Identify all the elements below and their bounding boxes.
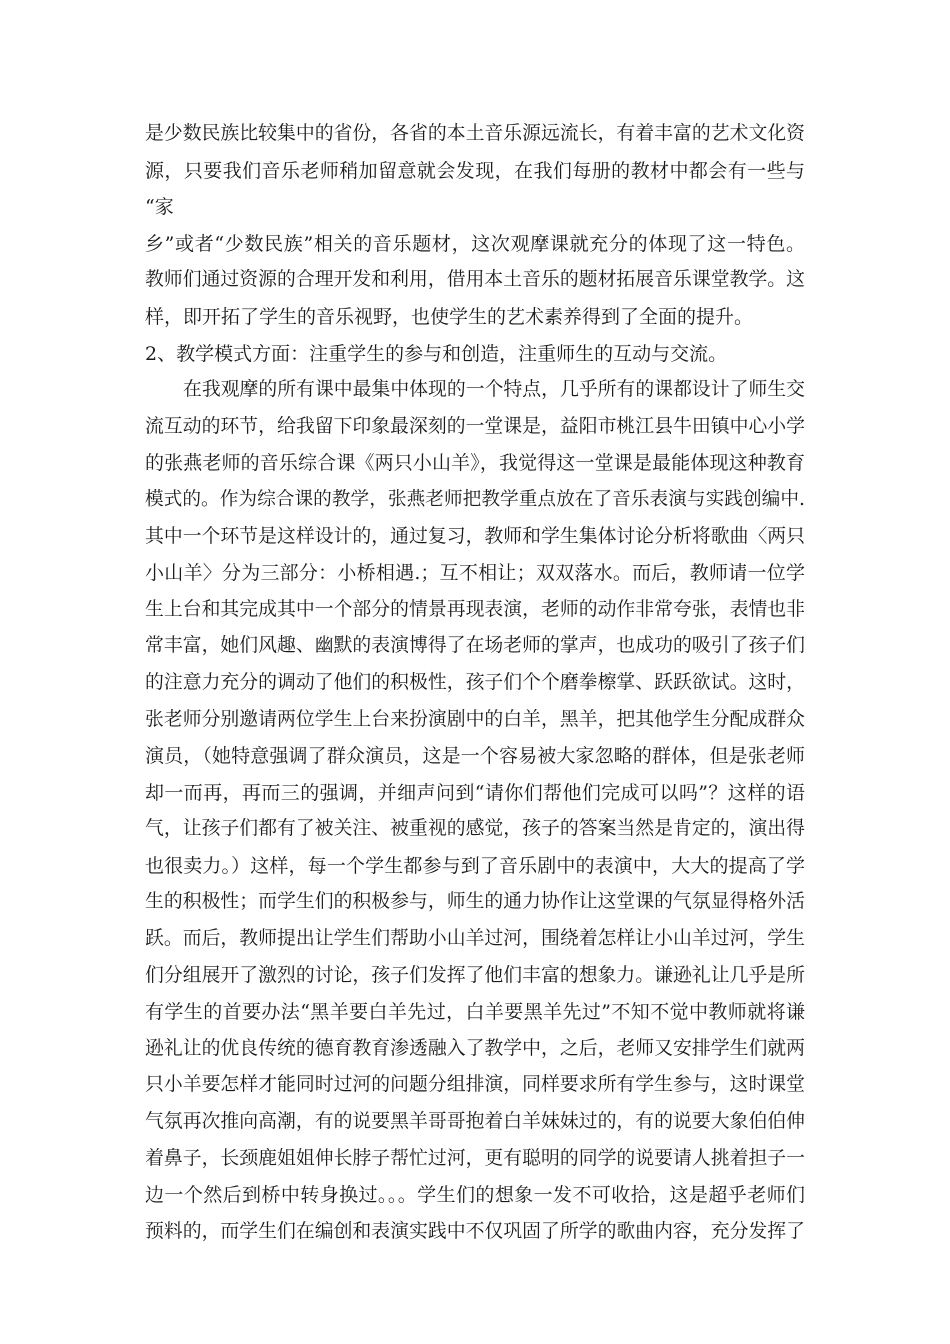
text-line: 小山羊〉分为三部分：小桥相遇.；互不相让；双双落水。而后，教师请一位学 [145, 562, 805, 585]
text-line: 的张燕老师的音乐综合课《两只小山羊》，我觉得这一堂课是最能体现这种教育 [145, 452, 805, 475]
text-line: 却一而再，再而三的强调，并细声问到“请你们帮他们完成可以吗”？这样的语 [145, 781, 805, 804]
text-line: 演员，（她特意强调了群众演员，这是一个容易被大家忽略的群体，但是张老师 [145, 745, 805, 768]
text-line: 是少数民族比较集中的省份，各省的本土音乐源远流长，有着丰富的艺术文化资 [145, 123, 805, 144]
text-line: 的注意力充分的调动了他们的积极性，孩子们个个磨拳檫掌、跃跃欲试。这时， [145, 671, 805, 693]
text-line: 们分组展开了激烈的讨论，孩子们发挥了他们丰富的想象力。谦逊礼让几乎是所 [145, 964, 805, 986]
text-line: 常丰富，她们风趣、幽默的表演博得了在场老师的掌声，也成功的吸引了孩子们 [145, 635, 805, 657]
text-line: “家 [145, 196, 174, 219]
text-line: 气，让孩子们都有了被关注、被重视的感觉，孩子的答案当然是肯定的，演出得 [145, 818, 805, 840]
text-line: 流互动的环节，给我留下印象最深刻的一堂课是，益阳市桃江县牛田镇中心小学 [145, 415, 805, 437]
text-line: 模式的。作为综合课的教学，张燕老师把教学重点放在了音乐表演与实践创编中. [145, 488, 805, 510]
text-line: 其中一个环节是这样设计的，通过复习，教师和学生集体讨论分析将歌曲〈两只 [145, 525, 805, 547]
text-line: 预料的，而学生们在编创和表演实践中不仅巩固了所学的歌曲内容，充分发挥了 [145, 1220, 805, 1242]
text-line: 只小羊要怎样才能同时过河的问题分组排演，同样要求所有学生参与，这时课堂 [145, 1074, 805, 1096]
text-line: 教师们通过资源的合理开发和利用，借用本土音乐的题材拓展音乐课堂教学。这 [145, 269, 805, 291]
text-line: 逊礼让的优良传统的德育教育渗透融入了教学中，之后，老师又安排学生们就两 [145, 1037, 805, 1059]
text-line: 生上台和其完成其中一个部分的情景再现表演，老师的动作非常夸张，表情也非 [145, 598, 805, 620]
text-line: 着鼻子，长颈鹿姐姐伸长脖子帮忙过河，更有聪明的同学的说要请人挑着担子一 [145, 1147, 805, 1169]
text-line: 有学生的首要办法“黑羊要白羊先过，白羊要黑羊先过”不知不觉中教师就将谦 [145, 1001, 805, 1024]
text-line: 也很卖力。）这样，每一个学生都参与到了音乐剧中的表演中，大大的提高了学 [145, 854, 805, 877]
text-line: 跃。而后，教师提出让学生们帮助小山羊过河，围绕着怎样让小山羊过河，学生 [145, 928, 805, 950]
text-line: 生的积极性；而学生们的积极参与，师生的通力协作让这堂课的气氛显得格外活 [145, 891, 805, 913]
text-line: 源，只要我们音乐老师稍加留意就会发现，在我们每册的教材中都会有一些与 [145, 159, 805, 182]
text-line: 2、教学模式方面：注重学生的参与和创造，注重师生的互动与交流。 [145, 342, 728, 365]
body-text [145, 116, 805, 1250]
text-line: 乡”或者“少数民族”相关的音乐题材，这次观摩课就充分的体现了这一特色。 [145, 232, 805, 255]
text-line: 在我观摩的所有课中最集中体现的一个特点，几乎所有的课都设计了师生交 [183, 379, 805, 401]
text-line: 边一个然后到桥中转身换过。。。学生们的想象一发不可收拾，这是超乎老师们 [145, 1184, 805, 1207]
text-line: 气氛再次推向高潮，有的说要黑羊哥哥抱着白羊妹妹过的，有的说要大象伯伯伸 [145, 1111, 805, 1133]
text-line: 样，即开拓了学生的音乐视野，也使学生的艺术素养得到了全面的提升。 [145, 305, 754, 328]
text-line: 张老师分别邀请两位学生上台来扮演剧中的白羊，黑羊，把其他学生分配成群众 [145, 708, 805, 730]
